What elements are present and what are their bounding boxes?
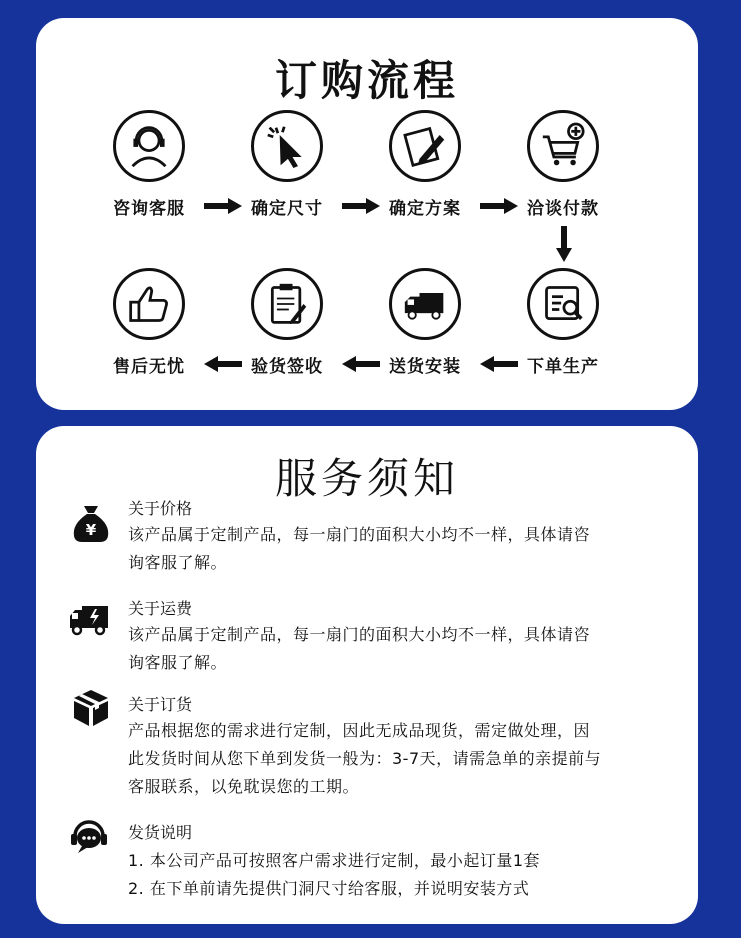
service-notice-card bbox=[36, 426, 698, 924]
pencil-paper-icon bbox=[389, 110, 461, 182]
arrow-left-icon bbox=[480, 356, 518, 372]
step-label-1: 咨询客服 bbox=[113, 199, 185, 219]
cursor-click-icon bbox=[251, 110, 323, 182]
truck-icon bbox=[68, 598, 110, 640]
step-label-4: 洽谈付款 bbox=[527, 199, 599, 219]
process-title: 订购流程 bbox=[274, 56, 459, 105]
arrow-right-icon bbox=[480, 198, 518, 214]
notice-line: 1. 本公司产品可按照客户需求进行定制，最小起订量1套 bbox=[128, 851, 541, 870]
svg-text:¥: ¥ bbox=[85, 521, 97, 539]
notice-heading-delivery: 发货说明 bbox=[128, 823, 193, 842]
notice-heading-price: 关于价格 bbox=[128, 499, 193, 518]
notice-line: 询客服了解。 bbox=[128, 653, 228, 672]
notice-line: 客服联系，以免耽误您的工期。 bbox=[128, 777, 360, 796]
shopping-cart-icon bbox=[527, 110, 599, 182]
notice-line: 产品根据您的需求进行定制，因此无成品现货，需定做处理，因 bbox=[128, 721, 591, 740]
arrow-left-icon bbox=[342, 356, 380, 372]
arrow-left-icon bbox=[204, 356, 242, 372]
package-box-icon bbox=[70, 686, 112, 728]
document-search-icon bbox=[527, 268, 599, 340]
notice-line: 该产品属于定制产品，每一扇门的面积大小均不一样，具体请咨 bbox=[128, 625, 591, 644]
notice-line: 询客服了解。 bbox=[128, 553, 228, 572]
notice-line: 2. 在下单前请先提供门洞尺寸给客服，并说明安装方式 bbox=[128, 879, 530, 898]
step-label-7: 验货签收 bbox=[251, 357, 323, 377]
notice-line: 此发货时间从您下单到发货一般为：3-7天，请需急单的亲提前与 bbox=[128, 749, 602, 768]
order-process-card bbox=[36, 18, 698, 410]
step-label-5: 下单生产 bbox=[527, 357, 599, 377]
step-label-2: 确定尺寸 bbox=[251, 199, 323, 219]
arrow-right-icon bbox=[204, 198, 242, 214]
step-label-3: 确定方案 bbox=[389, 199, 461, 219]
customer-service-icon bbox=[113, 110, 185, 182]
notice-heading-shipping: 关于运费 bbox=[128, 599, 193, 618]
notice-title: 服务须知 bbox=[274, 454, 459, 503]
step-label-8: 售后无忧 bbox=[113, 357, 185, 377]
step-label-6: 送货安装 bbox=[389, 357, 461, 377]
notice-line: 该产品属于定制产品，每一扇门的面积大小均不一样，具体请咨 bbox=[128, 525, 591, 544]
notice-heading-ordering: 关于订货 bbox=[128, 695, 193, 714]
arrow-down-icon bbox=[556, 226, 572, 262]
chat-headset-icon bbox=[68, 816, 110, 858]
delivery-truck-icon bbox=[389, 268, 461, 340]
thumbs-up-icon bbox=[113, 268, 185, 340]
money-bag-icon bbox=[70, 502, 112, 544]
clipboard-check-icon bbox=[251, 268, 323, 340]
arrow-right-icon bbox=[342, 198, 380, 214]
